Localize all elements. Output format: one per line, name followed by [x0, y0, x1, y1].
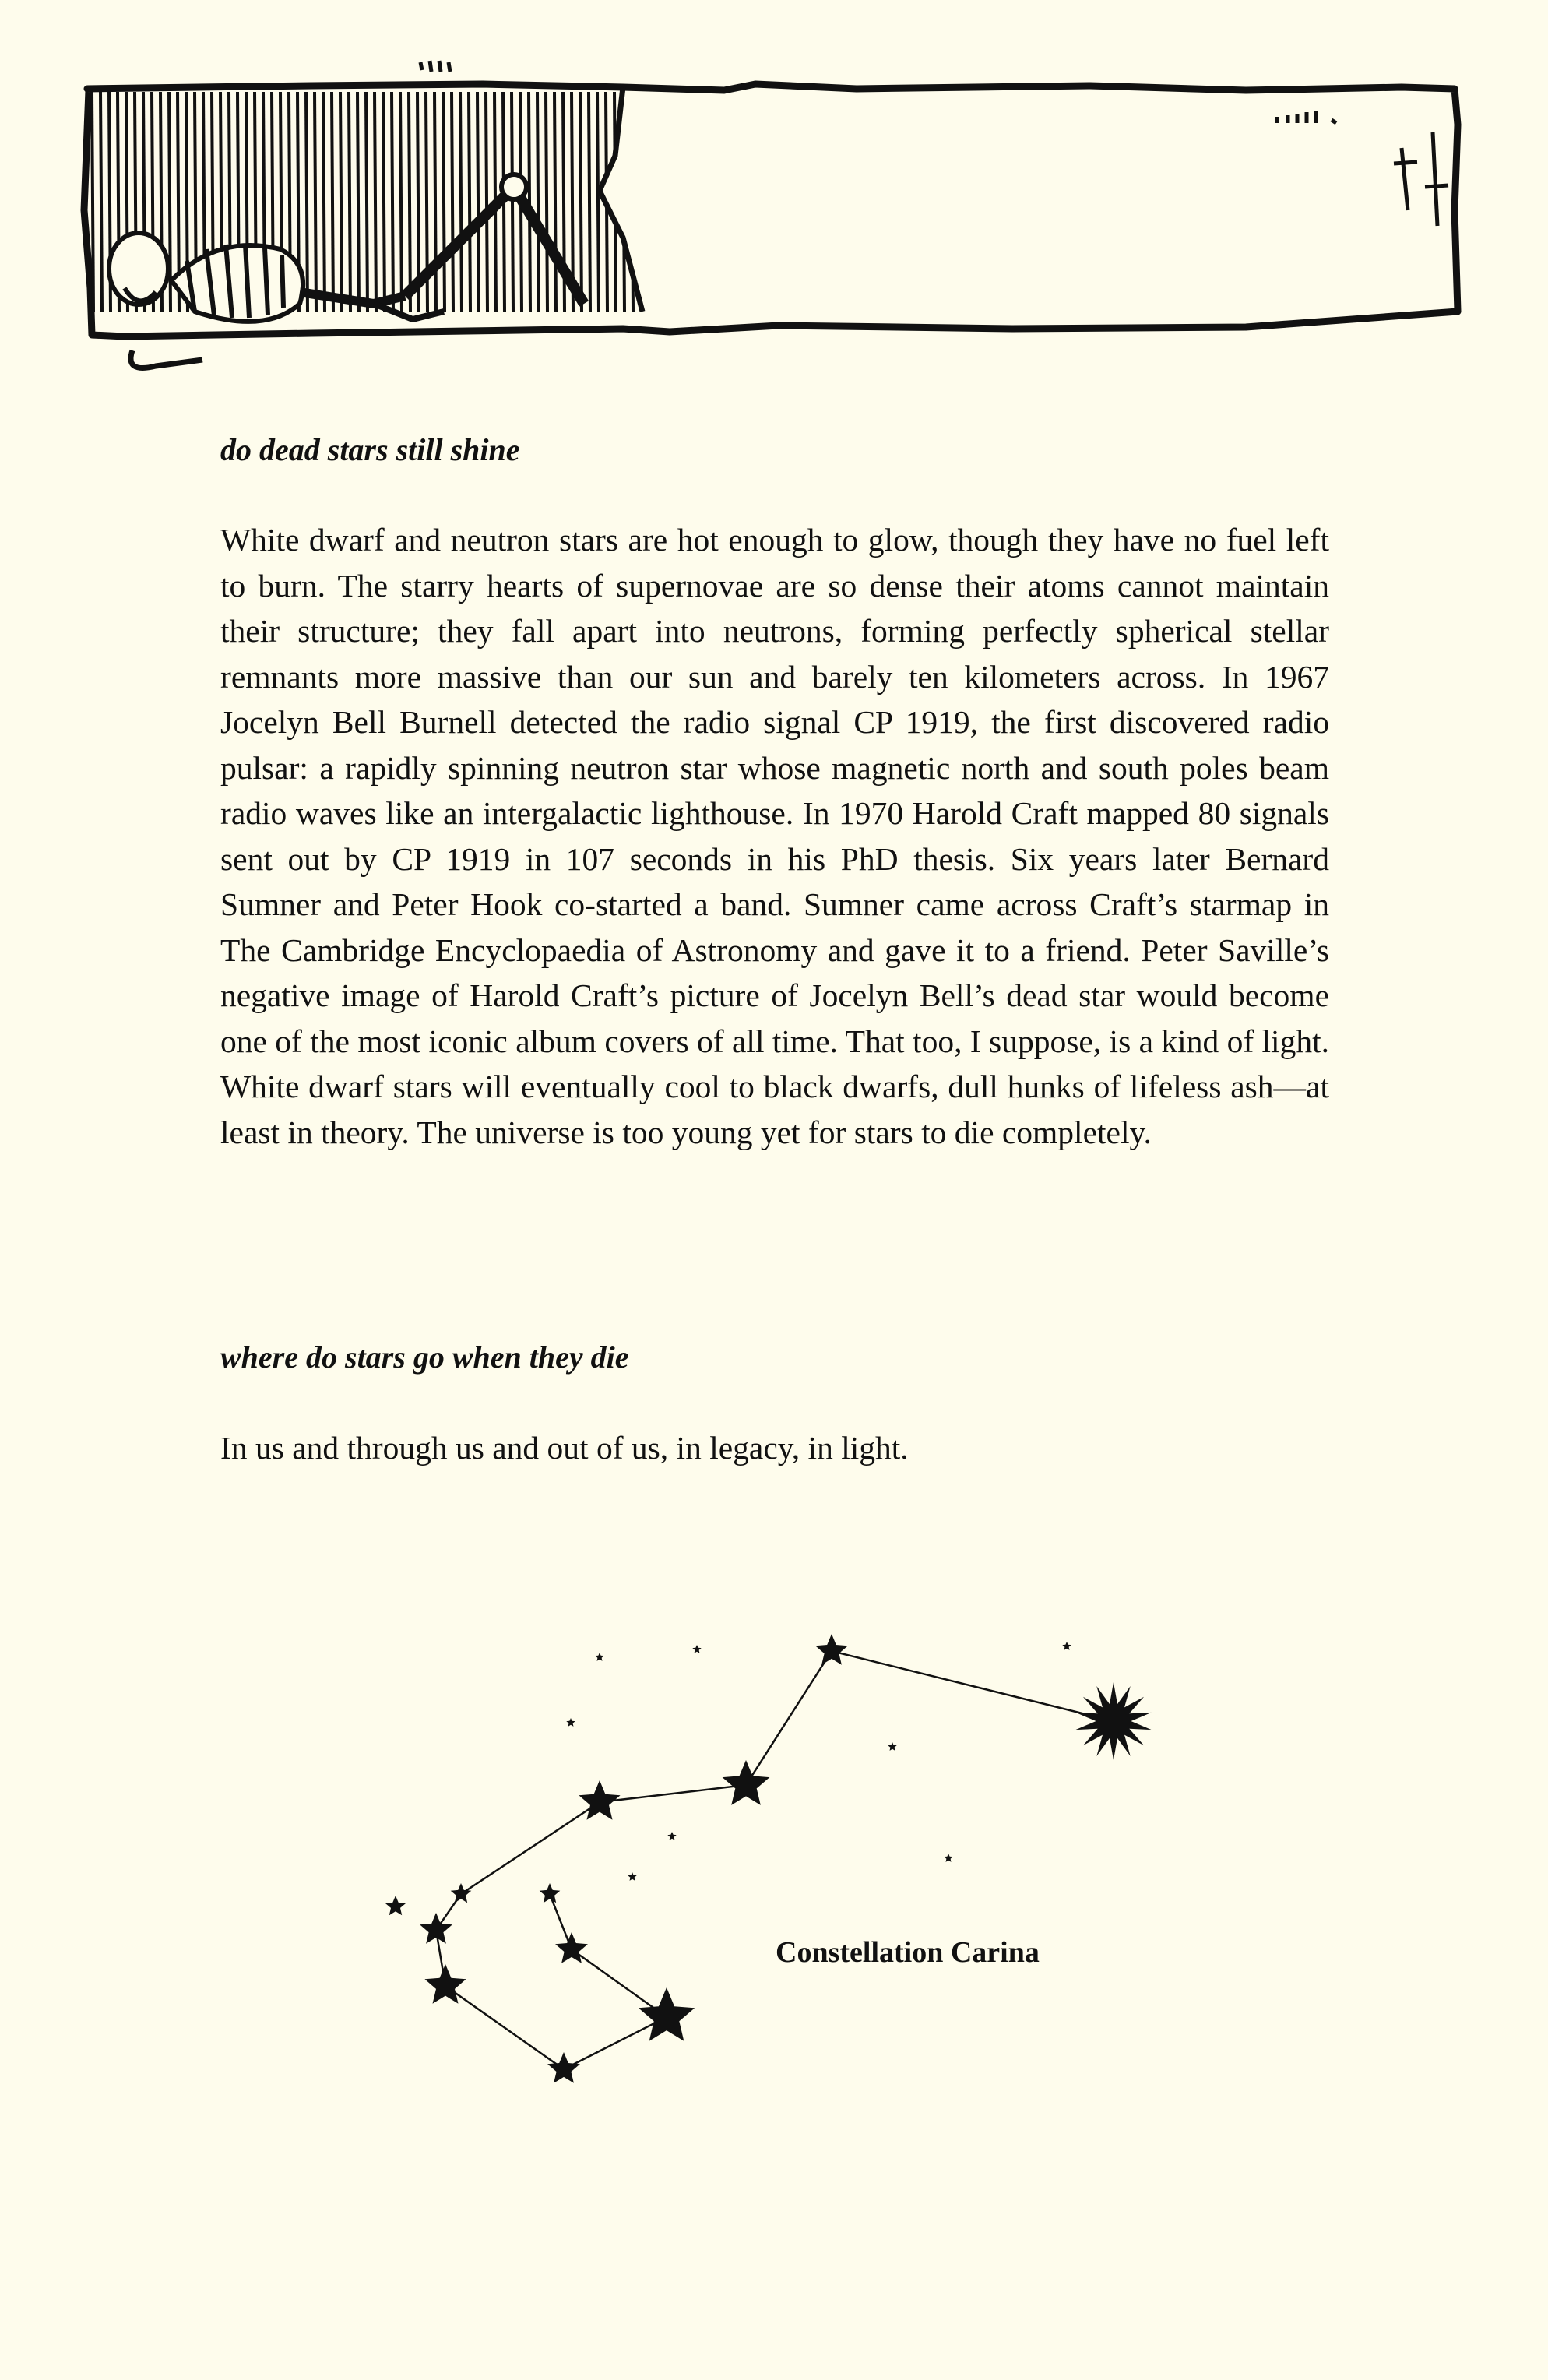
- header-illustration: [78, 55, 1472, 397]
- constellation-star: [639, 1987, 695, 2041]
- body-paragraph-dead-stars: White dwarf and neutron stars are hot enough to glow, though they have no fuel left to burn. The starry hearts of supernovae are so dense their atoms cannot maintain their structure; they fall apart into neutrons, forming perfectly spherical stellar remnants more massive than our sun and barely ten kilometers across. In 1967 Jocelyn Bell Burnell detected the radio signal CP 1919, the first discovered radio pulsar: a rapidly spinning neutron star whose magnetic north and south poles beam radio waves like an intergalactic lighthouse. In 1970 Harold Craft mapped 80 signals sent out by CP 1919 in 107 seconds in his PhD thesis. Six years later Bernard Sumner and Peter Hook co-started a band. Sumner came across Craft’s starmap in The Cambridge Encyclopaedia of Astronomy and gave it to a friend. Peter Saville’s negative image of Harold Craft’s picture of Jocelyn Bell’s dead star would become one of the most iconic album covers of all time. That too, I suppose, is a kind of light. White dwarf stars will eventually cool to black dwarfs, dull hunks of lifeless ash—at least in theory. The universe is too young yet for stars to die completely.: [220, 522, 1329, 1150]
- section-heading-dead-stars: do dead stars still shine: [220, 432, 520, 467]
- constellation-star: [815, 1634, 848, 1665]
- constellation-star: [888, 1742, 896, 1751]
- constellation-star: [420, 1913, 452, 1944]
- constellation-star: [566, 1718, 575, 1727]
- constellation-star: [547, 2052, 580, 2083]
- constellation-star: [692, 1645, 701, 1653]
- constellation-caption: Constellation Carina: [776, 1936, 1040, 1969]
- constellation-star: [540, 1883, 561, 1903]
- section-heading-where-stars-go: where do stars go when they die: [220, 1340, 629, 1375]
- constellation-star: [723, 1760, 770, 1805]
- constellation-star: [944, 1854, 952, 1862]
- constellation-star: [1075, 1682, 1151, 1760]
- constellation-star: [595, 1653, 603, 1661]
- constellation-star: [424, 1964, 466, 2004]
- constellation-star: [1062, 1642, 1071, 1650]
- constellation-star: [628, 1872, 636, 1881]
- constellation-star: [385, 1896, 406, 1915]
- constellation-carina-illustration: [366, 1620, 1199, 2103]
- constellation-star: [451, 1883, 472, 1903]
- constellation-star: [579, 1780, 620, 1820]
- constellation-star: [667, 1832, 676, 1840]
- body-paragraph-where-stars-go: In us and through us and out of us, in legacy, in light.: [220, 1430, 909, 1466]
